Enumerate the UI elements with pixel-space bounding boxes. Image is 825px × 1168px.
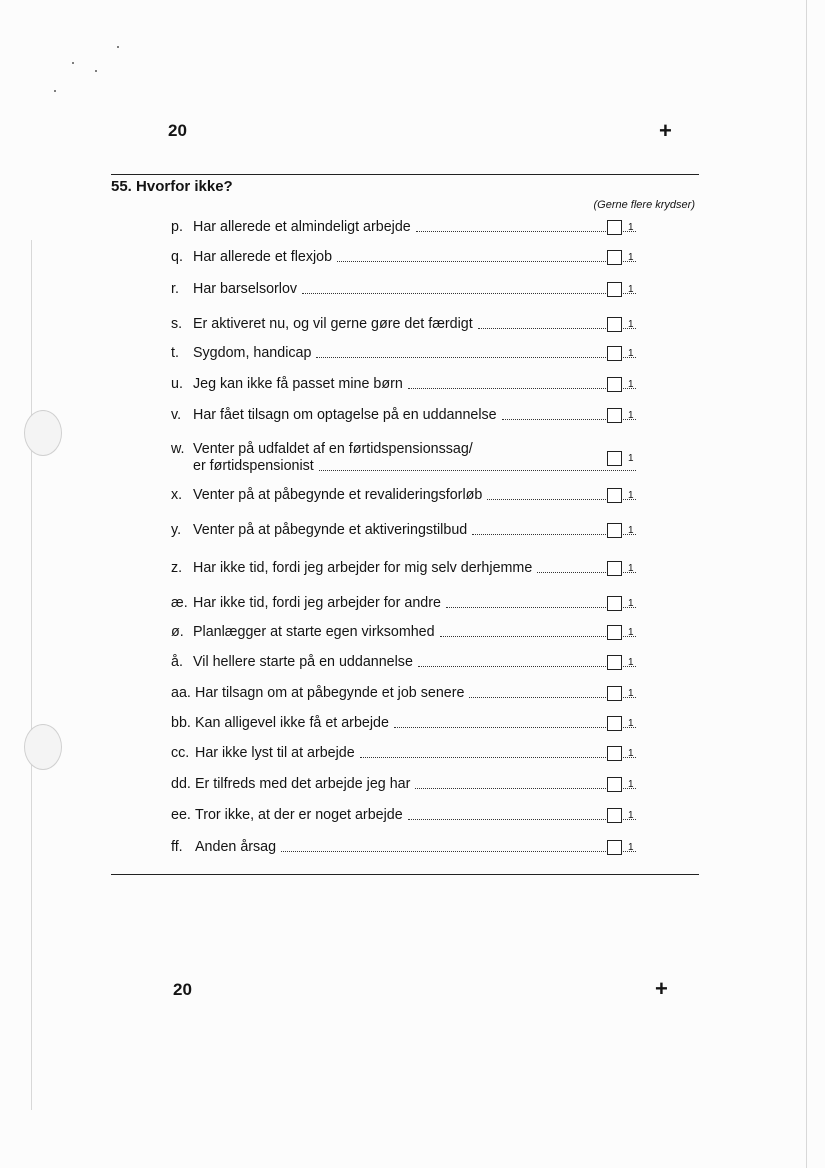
answer-text: Er tilfreds med det arbejde jeg har — [195, 776, 411, 792]
answer-item — [171, 624, 638, 641]
dot-leader — [394, 727, 636, 728]
answer-code: bb. — [171, 715, 191, 731]
response-code: 1 — [628, 252, 634, 263]
answer-checkbox[interactable] — [607, 596, 622, 611]
response-code: 1 — [628, 842, 634, 853]
page-edge-right — [806, 0, 807, 1168]
answer-code: aa. — [171, 685, 191, 701]
answer-item — [171, 345, 638, 362]
dot-leader — [360, 757, 636, 758]
response-code: 1 — [628, 563, 634, 574]
answer-checkbox[interactable] — [607, 716, 622, 731]
answer-checkbox[interactable] — [607, 346, 622, 361]
answer-checkbox[interactable] — [607, 808, 622, 823]
page-number-top: 20 — [168, 121, 187, 140]
answer-text: Har ikke lyst til at arbejde — [195, 745, 355, 761]
response-code: 1 — [628, 718, 634, 729]
answer-code: v. — [171, 407, 182, 423]
dot-leader — [418, 666, 636, 667]
response-code: 1 — [628, 379, 634, 390]
answer-checkbox[interactable] — [607, 488, 622, 503]
answer-text: Er aktiveret nu, og vil gerne gøre det færdigt — [193, 316, 473, 332]
response-code: 1 — [628, 657, 634, 668]
answer-item — [171, 745, 638, 762]
response-code: 1 — [628, 627, 634, 638]
answer-checkbox[interactable] — [607, 250, 622, 265]
answer-checkbox[interactable] — [607, 777, 622, 792]
response-code: 1 — [628, 348, 634, 359]
response-code: 1 — [628, 284, 634, 295]
answer-code: ø. — [171, 624, 184, 640]
answer-text: Venter på at påbegynde et revalideringsforløb — [193, 487, 483, 503]
answer-code: u. — [171, 376, 183, 392]
dot-leader — [408, 819, 636, 820]
answer-code: x. — [171, 487, 183, 503]
answer-checkbox[interactable] — [607, 523, 622, 538]
answer-checkbox[interactable] — [607, 377, 622, 392]
answer-code: ff. — [171, 839, 183, 855]
dot-leader — [319, 470, 636, 471]
answer-item — [171, 560, 638, 577]
question-instruction: (Gerne flere krydser) — [593, 199, 695, 211]
answer-code: ee. — [171, 807, 191, 823]
answer-code: p. — [171, 219, 183, 235]
answer-item — [171, 316, 638, 333]
answer-item — [171, 776, 638, 793]
answer-item — [171, 376, 638, 393]
answer-code: s. — [171, 316, 183, 332]
answer-checkbox[interactable] — [607, 220, 622, 235]
response-code: 1 — [628, 222, 634, 233]
dot-leader — [281, 851, 636, 852]
answer-text: Har allerede et almindeligt arbejde — [193, 219, 411, 235]
answer-item — [171, 407, 638, 424]
response-code: 1 — [628, 688, 634, 699]
page-number-bottom: 20 — [173, 980, 192, 999]
bottom-rule — [111, 874, 699, 875]
response-code: 1 — [628, 410, 634, 421]
answer-text: Tror ikke, at der er noget arbejde — [195, 807, 403, 823]
answer-code: å. — [171, 654, 183, 670]
dot-leader — [416, 231, 636, 232]
answer-code: t. — [171, 345, 179, 361]
answer-code: q. — [171, 249, 183, 265]
answer-text: Anden årsag — [195, 839, 277, 855]
response-code: 1 — [628, 779, 634, 790]
top-rule — [111, 174, 699, 175]
answer-text: Venter på udfaldet af en førtidspensionssag/ — [193, 441, 473, 457]
answer-text: Vil hellere starte på en uddannelse — [193, 654, 413, 670]
scan-speck — [117, 46, 119, 48]
answer-item — [171, 487, 638, 504]
dot-leader — [415, 788, 636, 789]
answer-checkbox[interactable] — [607, 686, 622, 701]
page-edge-left — [31, 240, 32, 1110]
punch-hole-upper — [24, 410, 62, 456]
answer-code: æ. — [171, 595, 188, 611]
scan-speck — [95, 70, 97, 72]
answer-item — [171, 807, 638, 824]
response-code: 1 — [628, 453, 634, 464]
answer-text: Sygdom, handicap — [193, 345, 312, 361]
answer-text: Har ikke tid, fordi jeg arbejder for mig selv derhjemme — [193, 560, 533, 576]
answer-item — [171, 654, 638, 671]
answer-item — [171, 685, 638, 702]
answer-code: dd. — [171, 776, 191, 792]
response-code: 1 — [628, 490, 634, 501]
response-code: 1 — [628, 525, 634, 536]
answer-text: Kan alligevel ikke få et arbejde — [195, 715, 389, 731]
answer-item — [171, 441, 638, 475]
answer-item — [171, 839, 638, 856]
answer-item — [171, 715, 638, 732]
answer-code: y. — [171, 522, 182, 538]
response-code: 1 — [628, 319, 634, 330]
response-code: 1 — [628, 748, 634, 759]
answer-checkbox[interactable] — [607, 655, 622, 670]
dot-leader — [337, 261, 636, 262]
answer-code: z. — [171, 560, 183, 576]
response-code: 1 — [628, 810, 634, 821]
dot-leader — [302, 293, 636, 294]
answer-item — [171, 281, 638, 298]
answer-code: w. — [171, 441, 185, 457]
scan-speck — [54, 90, 56, 92]
answer-checkbox[interactable] — [607, 746, 622, 761]
answer-text: Har barselsorlov — [193, 281, 298, 297]
answer-text: Har fået tilsagn om optagelse på en uddannelse — [193, 407, 497, 423]
dot-leader — [316, 357, 636, 358]
punch-hole-lower — [24, 724, 62, 770]
crosshair-mark-top: + — [659, 118, 672, 143]
answer-checkbox[interactable] — [607, 561, 622, 576]
answer-checkbox[interactable] — [607, 317, 622, 332]
answer-item — [171, 595, 638, 612]
answer-text: Har allerede et flexjob — [193, 249, 333, 265]
response-code: 1 — [628, 598, 634, 609]
answer-checkbox[interactable] — [607, 625, 622, 640]
crosshair-mark-bottom: + — [655, 976, 668, 1001]
answer-code: cc. — [171, 745, 190, 761]
answer-text: Har ikke tid, fordi jeg arbejder for andre — [193, 595, 441, 611]
answer-text: Jeg kan ikke få passet mine børn — [193, 376, 403, 392]
answer-item — [171, 522, 638, 539]
answer-checkbox[interactable] — [607, 840, 622, 855]
scan-speck — [72, 62, 74, 64]
answer-text: Venter på at påbegynde et aktiveringstilbud — [193, 522, 468, 538]
answer-text: Har tilsagn om at påbegynde et job senere — [195, 685, 465, 701]
dot-leader — [408, 388, 636, 389]
answer-text-continued: er førtidspensionist — [193, 458, 314, 474]
answer-checkbox[interactable] — [607, 451, 622, 466]
answer-checkbox[interactable] — [607, 282, 622, 297]
answer-text: Planlægger at starte egen virksomhed — [193, 624, 435, 640]
answer-item — [171, 219, 638, 236]
answer-item — [171, 249, 638, 266]
answer-code: r. — [171, 281, 179, 297]
question-title: 55. Hvorfor ikke? — [111, 178, 233, 195]
answer-checkbox[interactable] — [607, 408, 622, 423]
